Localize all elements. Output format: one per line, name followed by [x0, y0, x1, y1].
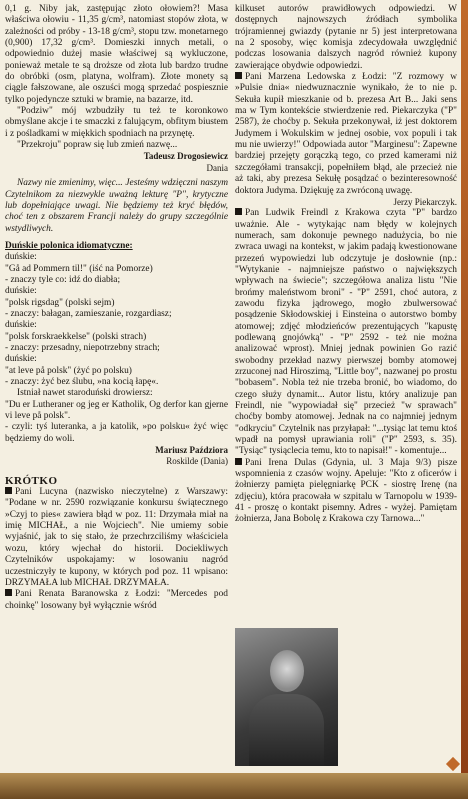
page-edge-decoration	[461, 0, 468, 799]
idiom-line: duńskie:	[5, 354, 37, 365]
portrait-image	[235, 628, 338, 766]
portrait-body	[249, 694, 324, 766]
bullet-icon	[235, 458, 242, 465]
nurse-photo	[235, 628, 338, 766]
section-title: KRÓTKO	[5, 474, 58, 487]
bullet-icon	[235, 72, 242, 79]
editorial-reply: Nazwy nie zmienimy, więc... Jesteśmy wdzięczni naszym Czytelnikom za niezwykle uważną lekturę "P", krytyczne lub dopełniające uwagi. Nie będziemy też kryć błędów, choć ten z obszarem Francji należy do grupy szczególnie wstydliwych.	[5, 178, 228, 234]
short-note	[235, 72, 457, 197]
portrait-face	[270, 650, 304, 692]
short-note	[235, 458, 457, 526]
author-signature: Tadeusz Drogosiewicz	[143, 151, 228, 162]
idiom-line: "polsk rigsdag" (polski sejm)	[5, 297, 115, 308]
idiom-line: "at leve på polsk" (żyć po polsku)	[5, 365, 132, 376]
short-note	[235, 208, 457, 458]
paragraph: kilkuset autorów prawidłowych odpowiedzi. W dostępnych najnowszych źródłach symbolika trójramiennej gwiazdy (pytanie nr 5) jest interpretowana na 2 sposoby, więc komisja zdecydowała uwzględnić podczas losowania dalszych nagród również kupony zawierające obydwie odpowiedzi.	[235, 4, 457, 71]
bullet-icon	[5, 487, 12, 494]
idiom-line: duńskie:	[5, 320, 37, 331]
short-note-text: Pani Lucyna (nazwisko nieczytelne) z Warszawy: "Podane w nr. 2590 rozwiązanie konkursu świątecznego »Czyj to pies« zawiera błąd w poz. 11: Drzymała miał na imię MICHAŁ, a nie Wojciech". Nie umiemy sobie wyjaśnić, jak to się stało, że przechrzciliśmy właściciela wozu, który wjechał do historii. Dociekliwych Czytelników uspokajamy: w losowaniu nagród uczestniczyły te kupony, w których pod poz. 11 wpisano: DRZYMAŁA lub MICHAŁ DRZYMAŁA.	[5, 487, 228, 588]
bottom-border	[0, 773, 468, 799]
bullet-icon	[5, 589, 12, 596]
idiom-line: duńskie:	[5, 252, 37, 263]
idiom-line: - znaczy: żyć bez ślubu, »na kocią łapę«.	[5, 377, 159, 387]
photo-note	[235, 458, 457, 526]
section-heading: Duńskie polonica idiomatyczne:	[5, 240, 133, 251]
idiom-line: - znaczy: bałagan, zamieszanie, rozgardiasz;	[5, 308, 172, 319]
short-note	[5, 589, 228, 612]
idiom-line: - znaczy: przesadny, niepotrzebny strach;	[5, 342, 160, 353]
left-column	[5, 4, 228, 774]
author-signature: Mariusz Paździora	[155, 445, 228, 456]
verse-translation: - czyli: tyś luteranka, a ja katolik, »po polsku« żyć więc będziemy do woli.	[5, 422, 228, 444]
paragraph: "Przekroju" popraw się lub zmień nazwę...	[17, 140, 178, 151]
short-note-text: Pani Irena Dulas (Gdynia, ul. 3 Maja 9/3) pisze wspomnienia z czasów wojny. Apeluje: "Kto z oficerów i żołnierzy pamięta pielęgniarkę PCK - siostrę Irenę (na zdjęciu), która pracowała w szpitalu w Tarnopolu w 1939-41 - proszę o kontakt pisemny. Adres - wyżej. Pamiętam żołnierza, Jana Bobolę z Krakowa czy Tarnowa..."	[235, 457, 457, 525]
short-note-text: Pani Renata Baranowska z Łodzi: "Mercedes pod choinkę" losowany był wyłącznie wśród	[5, 589, 228, 611]
short-note-text: Pani Marzena Ledowska z Łodzi: "Z rozmowy w »Pulsie dnia« niedwuznacznie wynikało, że to nie p. Sekuła kupił mieszkanie od b. prezesa Art B... Jaki sens ma w Tym kontekście stwierdzenie red. Piekarczyka ("P" 2587), że choćby p. Sekuła przekonywał, iż jest doktorem Judymem i Wokulskim w jednej osobie, vox populi i tak mu nie uwierzy!" Odpowiada autor "Marginesu": Zapewne bardziej przejęty gorączką tego, co przed kamerami niż szczegółami transakcji, popełniłem błąd, ale przecież nie aż taki, aby prezesa Sekułę posądzać o bezinteresowność doktora Judyma. Dziękuję za zwróconą uwagę.	[235, 72, 457, 196]
paragraph: "Podziw" mój wzbudziły tu też te koronkowo obmyślane akcje i te smaczki z falującym, obfitym biustem i z pośladkami w miękkich spodniach na przynętę.	[5, 106, 228, 139]
verse: "Du er Lutheraner og jeg er Katholik, Og derfor kan gjerne vi leve på polsk".	[5, 399, 228, 422]
bullet-icon	[235, 208, 242, 215]
paragraph: Istniał nawet staroduński drowiersz:	[17, 388, 153, 399]
idiom-line: - znaczy tyle co: idź do diabła;	[5, 274, 121, 285]
idiom-line: "Gå ad Pommern til!" (iść na Pomorze)	[5, 263, 153, 274]
author-location: Roskilde (Dania)	[166, 456, 228, 467]
paragraph: 0,1 g. Niby jak, zastępując złoto ołowiem?! Masa właściwa ołowiu - 11,35 g/cm³, natomiast stopów złota, w zależności od próby - 13-18 g/cm³, stopu tzw. monetarnego (0,900) 17,32 g/cm³. Domieszki innych metali, o odpowiednio dużej masie właściwej są wykluczone, ponieważ metale te są droższe od złota lub bardzo trudne do obróbki (osm, platyna, wolfram). Złote monety są ciągle fałszowane, ale oszuści mogą sprzedać pospiesznie tylko pojedyncze sztuki w bramie, na bazarze, itd.	[5, 4, 228, 105]
author-location: Dania	[206, 162, 228, 173]
idiom-line: duńskie:	[5, 286, 37, 297]
idiom-line: "polsk forskraekkelse" (polski strach)	[5, 331, 147, 342]
author-signature: Jerzy Piekarczyk.	[393, 196, 457, 207]
short-note	[5, 487, 228, 589]
short-note-text: Pan Ludwik Freindl z Krakowa czyta "P" bardzo uważnie. Ale - wytykając nam błędy w kolejnych numerach, sam dokonuje pewnego nadużycia, bo nie zwraca uwagi na kontekst, w jakim padają kwestionowane przezeń wypowiedzi lub odczytuje je dosłownie (np.: "Wytykanie - najmniejsze państwo o największych wpływach na świecie"; szczegółowa analiza listu "Nie brońmy maleństwom broni" - "P" 2591, choć autora, z zawodu fizyka jądrowego, mogło zbulwersować posądzenie Skłodowskiej i Einsteina o autorstwo bomby atomowej; zdjęć młodzieńców prezentujących "kapustę podlewaną gnojówką" - "P" 2592 - też nie można analizować wprost). Mniej jednak powinien Go razić swobodny przekład nazwy pierwszej bomby atomowej zrzuconej nad Hiroszimą, "Little boy", nazwanej po prostu "bobasem". Nobla też nie trzeba bronić, bo wiadomo, do czego służy dynamit... Autor listu, który analizuje pan Freindl, nie "wypowiadał się" przecież "w sprawach" choćby bomby atomowej. Jednak na co najmniej jednym "odkryciu" Czytelnik nas przyłapał: "...tysiąc lat temu ktoś wpadł na pomysł uprawiania roli" ("P" 2593, s. 35). "Tysiąc" tysiąclecia temu, kto to napisał!" - komentuje...	[235, 208, 457, 457]
